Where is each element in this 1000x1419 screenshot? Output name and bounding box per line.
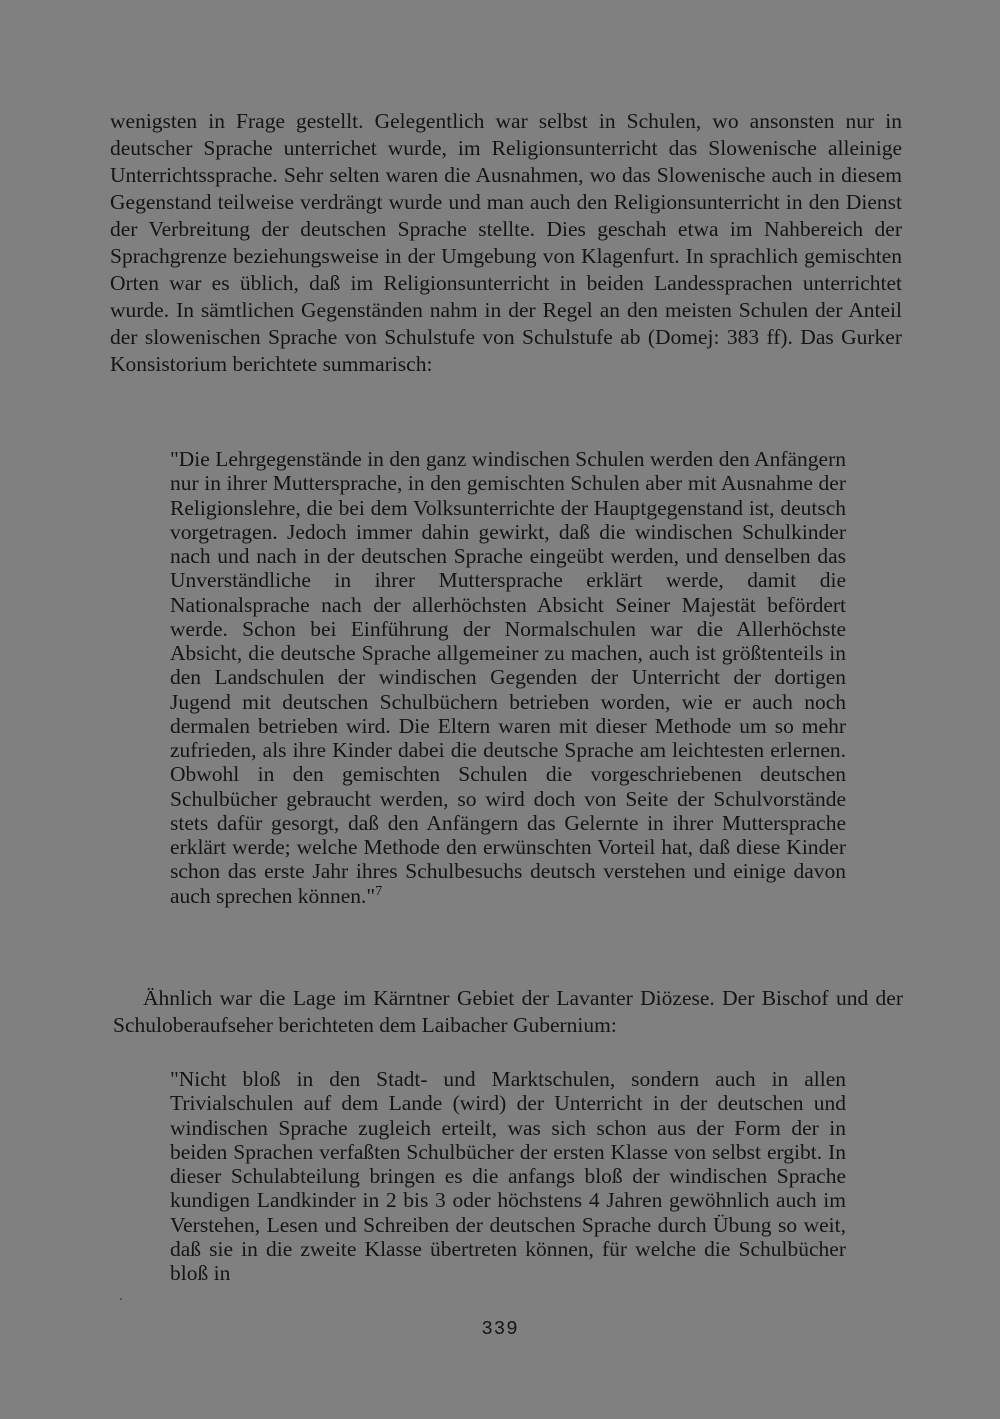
block-quote-consistory-report — [170, 447, 846, 908]
body-paragraph-1: wenigsten in Frage gestellt. Gelegentlich war selbst in Schulen, wo ansonsten nur in deutscher Sprache unterrichet wurde, im Religionsunterricht das Slowenische alleinige Unterrichtssprache. Sehr selten waren die Ausnahmen, wo das Slowenische auch in diesem Gegenstand teilweise verdrängt wurde und man auch den Religionsunterricht in den Dienst der Verbreitung der deutschen Sprache stellte. Dies geschah etwa im Nahbereich der Sprachgrenze beziehungsweise in der Umgebung von Klagenfurt. In sprachlich gemischten Orten war es üblich, daß im Religionsunterricht in beiden Landessprachen unterrichtet wurde. In sämtlichen Gegenständen nahm in der Regel an den meisten Schulen der Anteil der slowenischen Sprache von Schulstufe von Schulstufe ab (Domej: 383 ff). Das Gurker Konsistorium berichtete summarisch: — [110, 109, 902, 376]
body-paragraph-2: Ähnlich war die Lage im Kärntner Gebiet der Lavanter Diözese. Der Bischof und der Schuloberaufseher berichteten dem Laibacher Gubernium: — [113, 986, 903, 1037]
page-number: 339 — [481, 1318, 519, 1340]
block-quote-text: "Die Lehrgegenstände in den ganz windischen Schulen werden den Anfängern nur in ihrer Muttersprache, in den gemischten Schulen aber mit Ausnahme der Religionslehre, die bei dem Volksunterrichte der Hauptgegenstand ist, deutsch vorgetragen. Jedoch immer dahin gewirkt, daß die windischen Schulkinder nach und nach in der deutschen Sprache eingeübt werden, und denselben das Unverständliche in ihrer Muttersprache erklärt werde, damit die Nationalsprache nach der allerhöchsten Absicht Seiner Majestät befördert werde. Schon bei Einführung der Normalschulen war die Allerhöchste Absicht, die deutsche Sprache allgemeiner zu machen, auch ist größtenteils in den Landschulen der windischen Gegenden der Unterricht der dortigen Jugend mit deutschen Schulbüchern betrieben worden, wie er auch noch dermalen betrieben wird. Die Eltern waren mit dieser Methode um so mehr zufrieden, als ihre Kinder dabei die deutsche Sprache am leichtesten erlernen. Obwohl in den gemischten Schulen die vorgeschriebenen deutschen Schulbücher gebraucht werden, so wird doch von Seite der Schulvorstände stets dafür gesorgt, daß den Anfängern das Gelernte in ihrer Muttersprache erklärt werde; welche Methode den erwünschten Vorteil hat, daß diese Kinder schon das erste Jahr ihres Schulbesuchs deutsch verstehen und einige davon auch sprechen können." — [170, 447, 846, 908]
footnote-marker: 7 — [375, 883, 383, 899]
block-quote-lavant-report: "Nicht bloß in den Stadt- und Marktschulen, sondern auch in allen Trivialschulen auf dem Lande (wird) der Unterricht in der deutschen und windischen Sprache zugleich erteilt, was sich schon aus der Form der in beiden Sprachen verfaßten Schulbücher der ersten Klasse von selbst ergibt. In dieser Schulabteilung bringen es die anfangs bloß der windischen Sprache kundigen Landkinder in 2 bis 3 oder höchstens 4 Jahren gewöhnlich auch im Verstehen, Lesen und Schreiben der deutschen Sprache durch Übung so weit, daß sie in die zweite Klasse übertreten können, für welche die Schulbücher bloß in — [170, 1067, 846, 1285]
scan-speck — [120, 1298, 122, 1300]
